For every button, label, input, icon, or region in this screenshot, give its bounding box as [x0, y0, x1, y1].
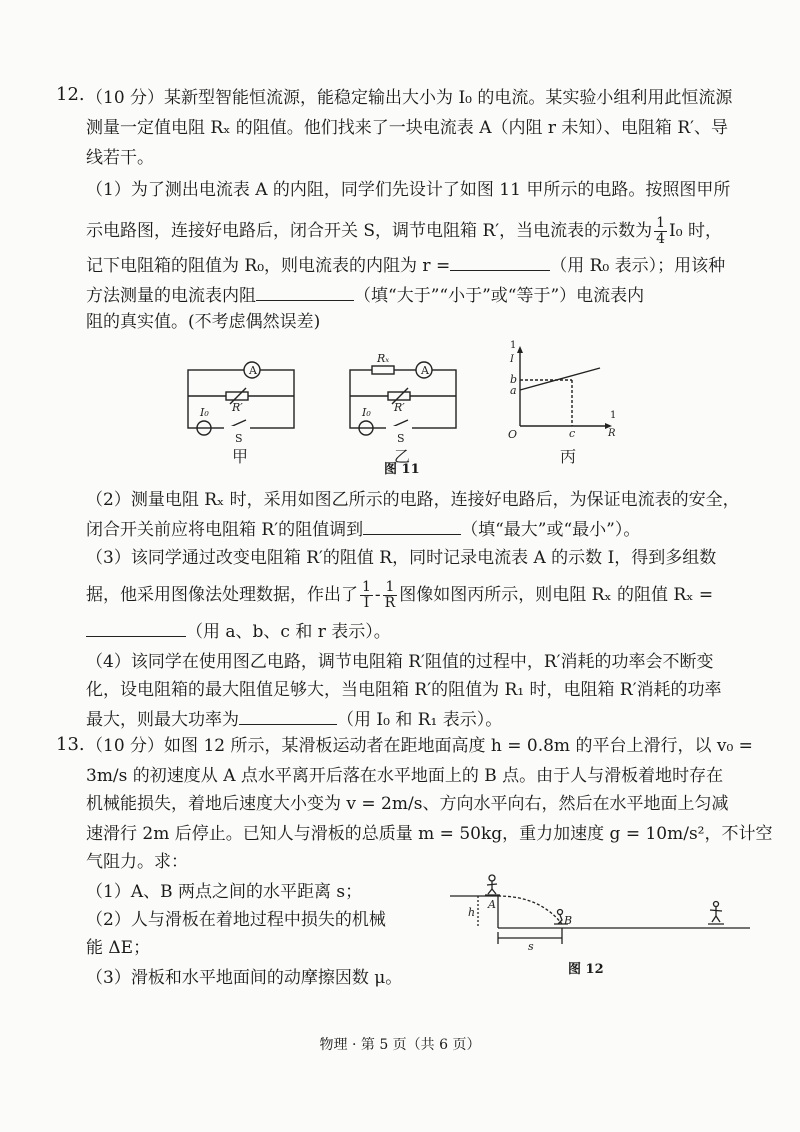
- rx-yi: [372, 366, 394, 374]
- figure-11-caption: 图 11: [384, 462, 420, 477]
- page-footer: 物理 · 第 5 页（共 6 页）: [319, 1037, 481, 1053]
- q12-part3-line-2-b: 图像如图丙所示，则电阻 Rₓ 的阻值 Rₓ =: [399, 585, 714, 605]
- q13-sub-1: （1）A、B 两点之间的水平距离 s；: [86, 882, 363, 902]
- label-jia: 甲: [232, 447, 249, 466]
- question-13-number: 13.: [56, 734, 85, 755]
- rbox-yi: [388, 392, 410, 400]
- q12-part4-line-3-a: 最大，则最大功率为: [86, 710, 239, 730]
- height-label: h: [468, 906, 476, 919]
- q12-part4-line-3-b: （用 I₀ 和 R₁ 表示）。: [337, 710, 503, 730]
- q13-sub-3: （3）滑板和水平地面间的动摩擦因数 μ。: [86, 968, 403, 988]
- x-axis-num: 1: [610, 410, 617, 421]
- rbox-label-yi: R′: [394, 401, 405, 414]
- q13-line-1: （10 分）如图 12 所示，某滑板运动者在距地面高度 h = 0.8m 的平台上滑行，以 v₀ =: [86, 736, 753, 756]
- q13-sub-2b: 能 ΔE；: [86, 938, 151, 958]
- q12-part2-line-1: （2）测量电阻 Rₓ 时，采用如图乙所示的电路，连接好电路后，为保证电流表的安全，: [86, 490, 740, 510]
- ammeter-label-jia: A: [249, 364, 257, 377]
- switch-label-yi: S: [397, 432, 405, 445]
- q12-part1-line-3-a: 记下电阻箱的阻值为 R₀，则电流表的内阻为 r =: [86, 256, 451, 276]
- intercept-a-label: a: [510, 384, 517, 397]
- figure-11: [180, 340, 630, 476]
- q12-part1-line-3: [86, 252, 740, 278]
- fraction-one-over-i: [360, 580, 373, 611]
- q12-part4-line-1: （4）该同学在使用图乙电路，调节电阻箱 R′阻值的过程中，R′消耗的功率会不断变: [86, 652, 714, 672]
- frac-i-num: 1: [362, 579, 371, 595]
- q12-part3-line-3: [86, 618, 740, 644]
- trajectory: [498, 896, 562, 924]
- q12-part1-line-5: 阻的真实值。(不考虑偶然误差): [86, 312, 321, 332]
- q12-part1-line-1: （1）为了测出电流表 A 的内阻，同学们先设计了如图 11 甲所示的电路。按照图甲所: [86, 180, 731, 200]
- answer-blank-rx[interactable]: [86, 618, 186, 637]
- q12-part1-line-2: [86, 216, 740, 247]
- x-axis-den: R: [608, 428, 616, 439]
- fraction-denominator: 4: [656, 231, 666, 247]
- intercept-b-label: b: [510, 373, 518, 386]
- point-a-label: A: [488, 898, 496, 911]
- label-yi: 乙: [394, 447, 411, 466]
- answer-blank-r[interactable]: [450, 252, 550, 271]
- rx-label-yi: Rₓ: [377, 352, 390, 365]
- q12-part3-line-2: 据，他采用图像法处理数据，作出了 $\frac{1}{I}$ - $\frac{1}{R}$ 图像如图丙所示，则电阻 Rₓ 的阻值 Rₓ =: [86, 579, 714, 611]
- answer-blank-max-min[interactable]: [363, 516, 461, 535]
- question-12-number: 12.: [56, 84, 85, 105]
- fraction-one-quarter: [654, 216, 667, 247]
- figure-12-caption: 图 12: [568, 962, 604, 977]
- origin-label: O: [508, 428, 518, 441]
- label-bing: 丙: [560, 447, 577, 466]
- y-axis-num: 1: [510, 340, 517, 351]
- q12-part4-line-2: 化，设电阻箱的最大阻值足够大，当电阻箱 R′的阻值为 R₁ 时，电阻箱 R′消耗的功率: [86, 680, 722, 700]
- frac-r-num: 1: [383, 580, 398, 596]
- q13-line-4: 速滑行 2m 后停止。已知人与滑板的总质量 m = 50kg，重力加速度 g = 10m/s²，不计空: [86, 824, 773, 844]
- rbox-label-jia: R′: [232, 401, 243, 414]
- point-b-label: B: [564, 914, 573, 927]
- q12-part2-line-2: [86, 516, 740, 542]
- switch-label-jia: S: [235, 432, 243, 445]
- q13-line-2: 3m/s 的初速度从 A 点水平离开后落在水平地面上的 B 点。由于人与滑板着地时存在: [86, 766, 724, 786]
- fraction-numerator: 1: [656, 215, 666, 231]
- q12-part3-line-2-a: 据，他采用图像法处理数据，作出了: [86, 585, 358, 605]
- figure-12: [450, 866, 750, 956]
- q13-line-3: 机械能损失，着地后速度大小变为 v = 2m/s、方向水平向右，然后在水平地面上匀减: [86, 794, 729, 814]
- q12-part1-line-2-text: 示电路图，连接好电路后，闭合开关 S，调节电阻箱 R′，当电流表的示数为: [86, 221, 653, 241]
- answer-blank-power[interactable]: [239, 706, 337, 725]
- rbox-jia: [226, 392, 248, 400]
- q12-part3-line-3-text: （用 a、b、c 和 r 表示）。: [186, 622, 391, 642]
- q12-part4-line-3: [86, 706, 740, 732]
- frac-r-den: R: [384, 595, 396, 611]
- y-axis-den: I: [510, 354, 514, 365]
- q12-line-3: 线若干。: [86, 148, 154, 168]
- bing-line: [520, 368, 600, 390]
- c-label: c: [569, 427, 576, 440]
- q12-part1-line-4: [86, 282, 740, 308]
- q13-line-5: 气阻力。求：: [86, 852, 188, 872]
- q12-part1-line-3-b: （用 R₀ 表示）；用该种: [550, 256, 726, 276]
- q12-part1-line-2-tail: I₀ 时，: [669, 221, 722, 241]
- q12-part3-line-1: （3）该同学通过改变电阻箱 R′的阻值 R，同时记录电流表 A 的示数 I，得到多组数: [86, 548, 717, 568]
- q12-part2-line-2-b: （填“最大”或“最小”）。: [461, 520, 641, 540]
- q12-part1-line-4-a: 方法测量的电流表内阻: [86, 286, 256, 306]
- ammeter-label-yi: A: [421, 364, 429, 377]
- q12-line-1: （10 分）某新型智能恒流源，能稳定输出大小为 I₀ 的电流。某实验小组利用此恒流源: [86, 88, 733, 108]
- q13-sub-2a: （2）人与滑板在着地过程中损失的机械: [86, 910, 386, 930]
- source-label-yi: I₀: [362, 406, 371, 419]
- source-label-jia: I₀: [200, 406, 209, 419]
- fraction-one-over-r: [383, 580, 398, 611]
- frac-i-den: I: [363, 595, 370, 611]
- distance-s-label: s: [528, 940, 534, 953]
- q12-line-2: 测量一定值电阻 Rₓ 的阻值。他们找来了一块电流表 A（内阻 r 未知）、电阻箱 R′、导: [86, 118, 728, 138]
- answer-blank-compare[interactable]: [256, 282, 354, 301]
- q12-part1-line-4-b: （填“大于”“小于”或“等于”）电流表内: [354, 286, 645, 306]
- q12-part2-line-2-a: 闭合开关前应将电阻箱 R′的阻值调到: [86, 520, 364, 540]
